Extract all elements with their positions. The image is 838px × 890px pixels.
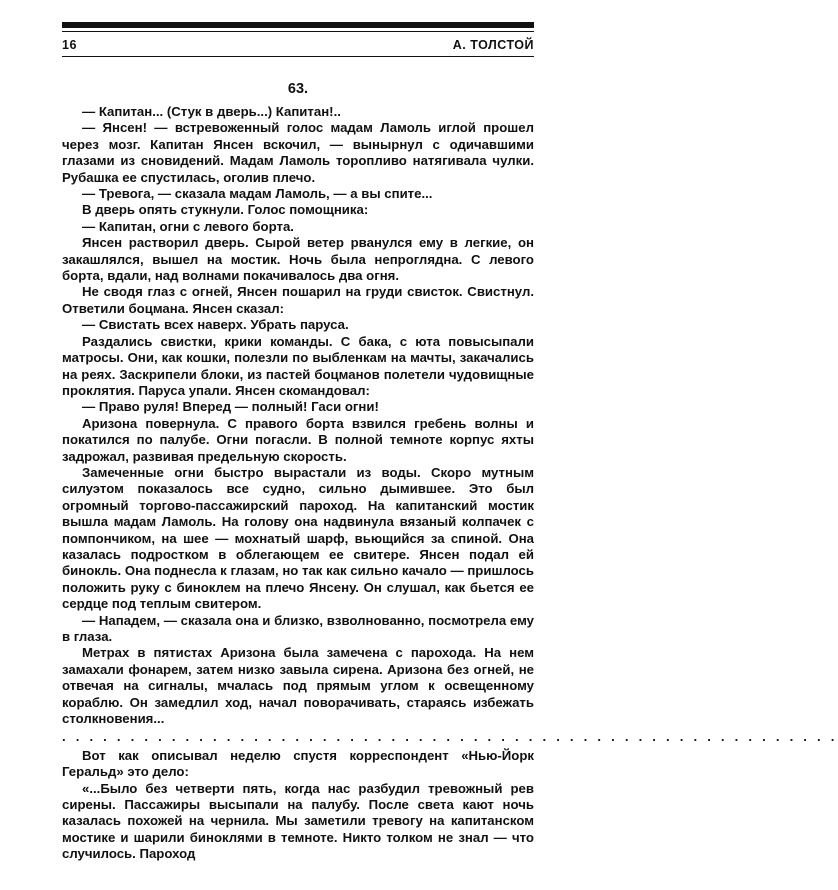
paragraph: Не сводя глаз с огней, Янсен пошарил на груди свисток. Свистнул. Ответили боцмана. Янсен сказал:	[62, 284, 534, 316]
paragraph: — Капитан... (Стук в дверь...) Капитан!..	[82, 104, 341, 119]
chapter-number: 63.	[287, 81, 309, 97]
paragraph: — Янсен! — встревоженный голос мадам Ламоль иглой прошел через мозг. Капитан Янсен вскочил, — вынырнул с одичавшими глазами из сновидений. Мадам Ламоль торопливо натягивала чулки. Рубашка ее спустилась, оголив плечо.	[62, 120, 534, 185]
paragraph: — Право руля! Вперед — полный! Гаси огни!	[82, 399, 379, 415]
book-page	[62, 22, 838, 863]
paragraph: Замеченные огни быстро вырастали из воды. Скоро мутным силуэтом показалось все судно, сильно дымившее. Это был огромный торгово-пассажирский пароход. На капитанский мостик вышла мадам Ламоль. На голову она надвинула вязаный колпачек с помпончиком, на шее — мохнатый шарф, вьющийся за спиной. Она казалась подростком в облегающем ее свитере. Янсен подал ей бинокль. Она поднесла к глазам, но так как сильно качало — пришлось положить руку с биноклем на плечо Янсену. Он слушал, как бьется ее сердце под теплым свитером.	[62, 464, 534, 612]
paragraph: Вот как описывал неделю спустя корреспондент «Нью-Йорк Геральд» это дело:	[62, 747, 534, 780]
running-head-rule	[62, 56, 534, 57]
body-text	[62, 104, 838, 863]
paragraph: — Свистать всех наверх. Убрать паруса.	[82, 317, 349, 333]
paragraph: Аризона повернула. С правого борта взвился гребень волны и покатился по палубе. Огни погасли. В полной темноте корпус яхты задрожал, развивая предельную скорость.	[62, 415, 534, 464]
paragraph: Раздались свистки, крики команды. С бака, с юта повысыпали матросы. Они, как кошки, полезли по выбленкам на мачты, закачались на реях. Заскрипели блоки, из пастей боцманов полетели чудовищные проклятия. Паруса упали. Янсен скомандовал:	[62, 333, 534, 398]
paragraph: Метрах в пятистах Аризона была замечена с парохода. На нем замахали фонарем, затем низко завыла сирена. Аризона без огней, не отвечая на сигналы, мчалась под прямым углом к освещенному кораблю. Он замедлил ход, начал поворачивать, стараясь избежать столкновения...	[62, 645, 534, 727]
top-rule-thin	[62, 31, 534, 32]
paragraph: Янсен растворил дверь. Сырой ветер рванулся ему в легкие, он закашлялся, вышел на мостик. Ночь была непроглядна. С левого борта, вдали, над волнами покачивалось два огня.	[62, 235, 534, 284]
paragraph: В дверь опять стукнули. Голос помощника:	[82, 202, 369, 218]
section-separator: . . . . . . . . . . . . . . . . . . . . . . . . . . . . . . . . . . . . . . . . . . . . . . . . . . . . . . . . .	[62, 729, 838, 745]
paragraph: — Тревога, — сказала мадам Ламоль, — а вы спите...	[82, 186, 433, 202]
paragraph: — Капитан, огни с левого борта.	[82, 218, 294, 234]
paragraph: — Нападем, — сказала она и близко, взволнованно, посмотрела ему в глаза.	[62, 612, 534, 644]
paragraph: «...Было без четверти пять, когда нас разбудил тревожный рев сирены. Пассажиры высыпали на палубу. После света кают ночь казалась похожей на чернила. Мы заметили тревогу на капитанском мостике и шарили биноклями в темноте. Никто толком не знал — что случилось. Пароход	[62, 780, 534, 862]
running-head	[62, 38, 534, 52]
top-rule-thick	[62, 22, 534, 28]
page-number: 16	[62, 38, 77, 52]
running-head-author: А. ТОЛСТОЙ	[452, 38, 534, 52]
